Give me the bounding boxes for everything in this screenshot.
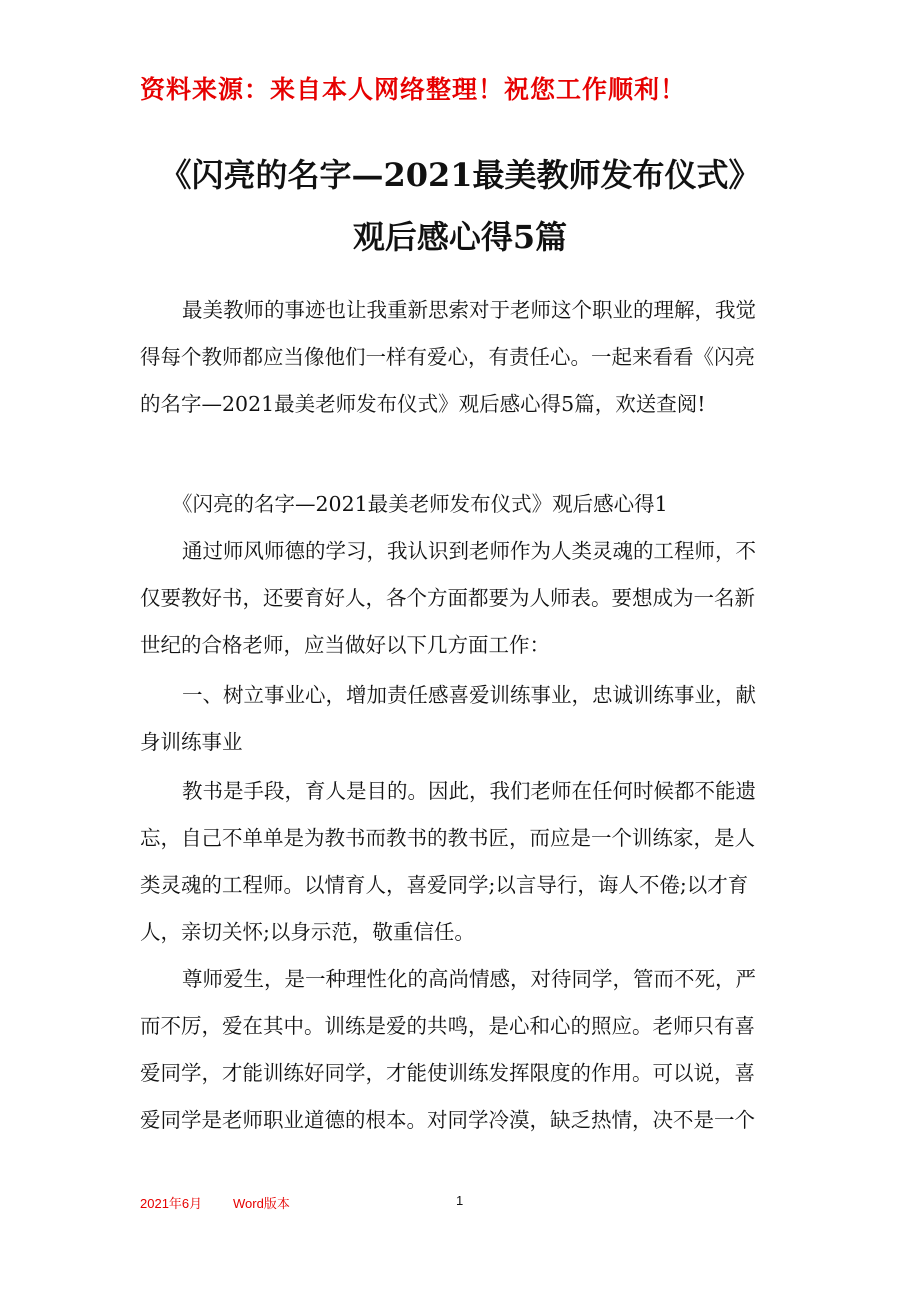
text-line: 的名字—2021最美老师发布仪式》观后感心得5篇，欢送查阅! [140, 392, 706, 416]
section-heading-block [140, 481, 800, 528]
text-line: 类灵魂的工程师。以情育人，喜爱同学;以言导行，诲人不倦;以才育 [140, 873, 749, 897]
section-heading: 《闪亮的名字—2021最美老师发布仪式》观后感心得1 [172, 492, 668, 516]
text-line: 教书是手段，育人是目的。因此，我们老师在任何时候都不能遗 [182, 779, 756, 803]
paragraph-4 [140, 956, 800, 1144]
footer-date: 2021年6月 [140, 1196, 203, 1211]
text-line: 爱同学，才能训练好同学，才能使训练发挥限度的作用。可以说，喜 [140, 1061, 755, 1085]
text-line: 得每个教师都应当像他们一样有爱心，有责任心。一起来看看《闪亮 [140, 345, 755, 369]
paragraph-2 [140, 672, 800, 766]
text-line: 而不厉，爱在其中。训练是爱的共鸣，是心和心的照应。老师只有喜 [140, 1014, 755, 1038]
text-line: 身训练事业 [140, 730, 243, 754]
text-line: 忘，自己不单单是为教书而教书的教书匠，而应是一个训练家，是人 [140, 826, 755, 850]
text-line: 一、树立事业心，增加责任感喜爱训练事业，忠诚训练事业，献 [182, 683, 756, 707]
paragraph-3 [140, 768, 800, 956]
text-line: 爱同学是老师职业道德的根本。对同学冷漠，缺乏热情，决不是一个 [140, 1108, 755, 1132]
text-line: 仅要教好书，还要育好人，各个方面都要为人师表。要想成为一名新 [140, 586, 755, 610]
document-title-line2: 观后感心得5篇 [352, 218, 568, 256]
paragraph-1 [140, 528, 800, 669]
text-line: 最美教师的事迹也让我重新思索对于老师这个职业的理解，我觉 [182, 298, 756, 322]
text-line: 尊师爱生，是一种理性化的高尚情感，对待同学，管而不死，严 [182, 967, 756, 991]
intro-paragraph [140, 287, 800, 428]
footer-version: Word版本 [233, 1196, 290, 1211]
text-line: 人，亲切关怀;以身示范，敬重信任。 [140, 920, 475, 944]
document-title-line1: 《闪亮的名字—2021最美教师发布仪式》 [159, 156, 761, 194]
page-number: 1 [456, 1193, 464, 1208]
text-line: 通过师风师德的学习，我认识到老师作为人类灵魂的工程师，不 [182, 539, 756, 563]
source-note: 资料来源：来自本人网络整理！祝您工作顺利！ [140, 75, 687, 104]
text-line: 世纪的合格老师，应当做好以下几方面工作： [140, 633, 550, 657]
